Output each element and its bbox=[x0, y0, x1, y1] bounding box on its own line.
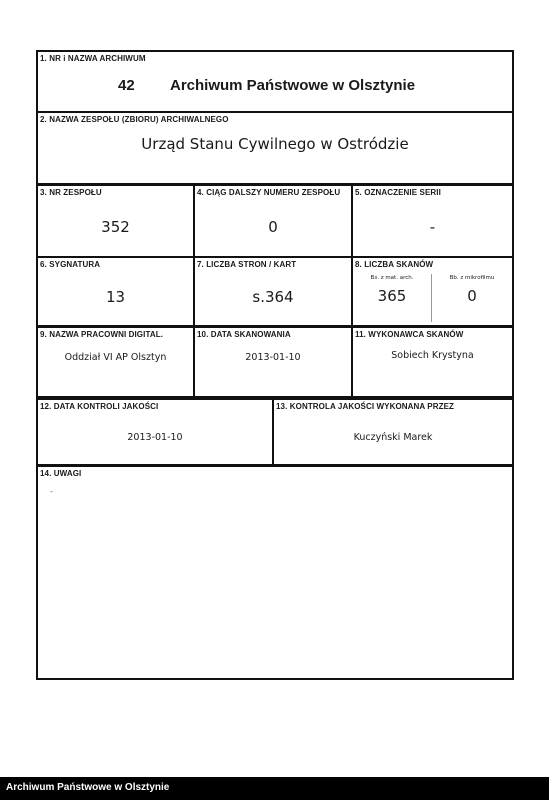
archive-number: 42 bbox=[118, 77, 135, 94]
series-designation-label: 5. OZNACZENIE SERII bbox=[355, 188, 441, 197]
scan-count-archival-value: 365 bbox=[377, 287, 407, 305]
digital-lab-value: Oddział VI AP Olsztyn bbox=[64, 352, 167, 363]
page-count-label: 7. LICZBA STRON / KART bbox=[197, 260, 297, 269]
archive-label: 1. NR i NAZWA ARCHIWUM bbox=[40, 54, 146, 63]
fonds-number-value: 352 bbox=[101, 218, 130, 236]
fonds-name-field bbox=[36, 111, 514, 185]
scan-operator-field bbox=[351, 326, 514, 398]
remarks-value: - bbox=[50, 487, 53, 496]
scan-date-field bbox=[193, 326, 353, 398]
fonds-name-label: 2. NAZWA ZESPOŁU (ZBIORU) ARCHIWALNEGO bbox=[40, 115, 229, 124]
signature-label: 6. SYGNATURA bbox=[40, 260, 101, 269]
scan-date-label: 10. DATA SKANOWANIA bbox=[197, 330, 291, 339]
signature-value: 13 bbox=[105, 288, 126, 306]
scan-operator-value: Sobiech Krystyna bbox=[391, 350, 474, 361]
fonds-number-continuation-field bbox=[193, 184, 353, 258]
qc-date-value: 2013-01-10 bbox=[127, 432, 183, 443]
fonds-name-value: Urząd Stanu Cywilnego w Ostródzie bbox=[141, 135, 409, 153]
page-count-field bbox=[193, 256, 353, 327]
footer-archive-name: Archiwum Państwowe w Olsztynie bbox=[6, 782, 170, 793]
scan-operator-label: 11. WYKONAWCA SKANÓW bbox=[355, 330, 464, 339]
scan-count-archival-label: Bз. z mat. arch. bbox=[370, 275, 414, 281]
page-count-value: s.364 bbox=[252, 288, 294, 306]
fonds-number-label: 3. NR ZESPOŁU bbox=[40, 188, 102, 197]
signature-field bbox=[36, 256, 195, 327]
remarks-label: 14. UWAGI bbox=[40, 469, 82, 478]
fonds-number-field bbox=[36, 184, 195, 258]
qc-operator-label: 13. KONTROLA JAKOŚCI WYKONANA PRZEZ bbox=[276, 402, 455, 411]
scan-count-label: 8. LICZBA SKANÓW bbox=[355, 260, 434, 269]
remarks-field bbox=[36, 465, 514, 680]
series-designation-value: - bbox=[429, 218, 436, 236]
fonds-number-continuation-label: 4. CIĄG DALSZY NUMERU ZESPOŁU bbox=[197, 188, 341, 197]
scan-count-microfilm-value: 0 bbox=[467, 287, 477, 305]
archive-name: Archiwum Państwowe w Olsztynie bbox=[170, 77, 416, 94]
footer-bar bbox=[0, 777, 549, 800]
qc-date-label: 12. DATA KONTROLI JAKOŚCI bbox=[40, 402, 159, 411]
qc-date-field bbox=[36, 398, 274, 466]
scan-count-microfilm-label: Bb. z mikrofilmu bbox=[449, 275, 495, 281]
qc-operator-value: Kuczyński Marek bbox=[353, 432, 433, 443]
archive-field bbox=[36, 50, 514, 113]
scan-count-field bbox=[351, 256, 514, 327]
digital-lab-field bbox=[36, 326, 195, 398]
scan-date-value: 2013-01-10 bbox=[245, 352, 301, 363]
series-designation-field bbox=[351, 184, 514, 258]
qc-operator-field bbox=[272, 398, 514, 466]
fonds-number-continuation-value: 0 bbox=[268, 218, 278, 236]
digital-lab-label: 9. NAZWA PRACOWNI DIGITAL. bbox=[40, 330, 164, 339]
